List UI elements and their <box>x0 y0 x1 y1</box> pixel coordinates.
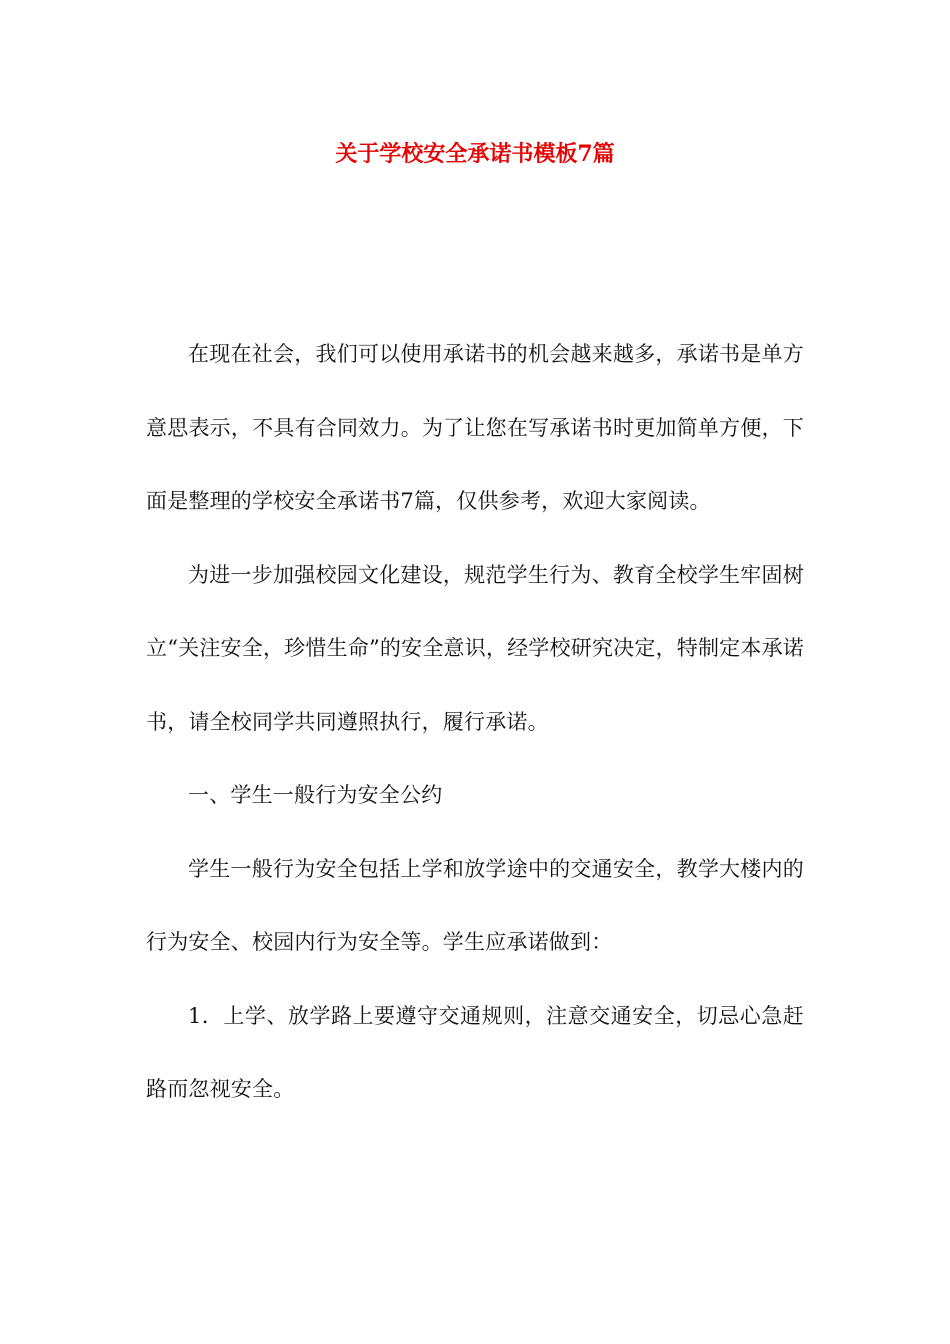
paragraph-purpose: 为进一步加强校园文化建设，规范学生行为、教育全校学生牢固树立“关注安全，珍惜生命”的安全意识，经学校研究决定，特制定本承诺书，请全校同学共同遵照执行，履行承诺。 <box>146 562 804 734</box>
paragraph-section-intro: 学生一般行为安全包括上学和放学途中的交通安全，教学大楼内的行为安全、校园内行为安全等。学生应承诺做到： <box>146 856 804 954</box>
document-title: 关于学校安全承诺书模板7篇 <box>335 141 615 167</box>
paragraph-intro: 在现在社会，我们可以使用承诺书的机会越来越多，承诺书是单方意思表示，不具有合同效力。为了让您在写承诺书时更加简单方便，下面是整理的学校安全承诺书7篇，仅供参考，欢迎大家阅读。 <box>146 342 804 513</box>
document-body <box>146 318 804 1127</box>
section-heading: 一、学生一般行为安全公约 <box>188 783 443 807</box>
list-item-1: 1．上学、放学路上要遵守交通规则，注意交通安全，切忌心急赶路而忽视安全。 <box>146 1003 804 1101</box>
